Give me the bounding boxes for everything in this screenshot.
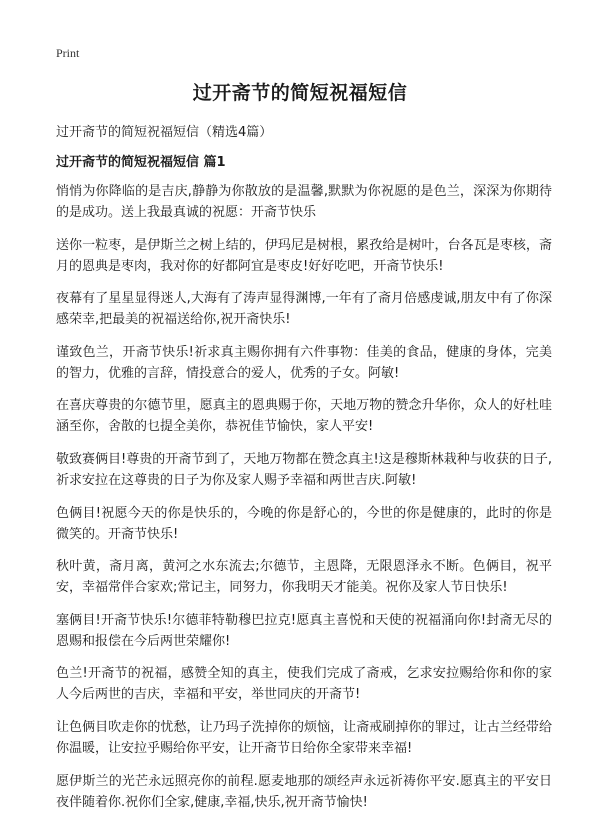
paragraph-4: 谨致色兰，开斋节快乐!祈求真主赐你拥有六件事物：佳美的食品，健康的身体，完美的智力，优雅的言辞，情投意合的爱人，优秀的子女。阿敏! bbox=[56, 344, 552, 381]
paragraph-10: 色兰!开斋节的祝福，感赞全知的真主，使我们完成了斋戒，乞求安拉赐给你和你的家人今后两世的吉庆，幸福和平安，举世同庆的开斋节! bbox=[56, 666, 552, 703]
paragraph-6: 敬致赛俩目!尊贵的开斋节到了，天地万物都在赞念真主!这是穆斯林栽种与收获的日子,祈求安拉在这尊贵的日子为你及家人赐予幸福和两世吉庆.阿敏! bbox=[56, 451, 552, 488]
paragraph-12: 愿伊斯兰的光芒永远照亮你的前程.愿麦地那的颂经声永远祈祷你平安.愿真主的平安日夜伴随着你.祝你们全家,健康,幸福,快乐,祝开斋节愉快! bbox=[56, 773, 552, 810]
print-link[interactable]: Print bbox=[56, 46, 80, 60]
paragraph-5: 在喜庆尊贵的尔德节里，愿真主的恩典赐于你，天地万物的赞念升华你，众人的好杜哇涵至你，舍散的乜提全美你，恭祝佳节愉快，家人平安! bbox=[56, 398, 552, 435]
article-body bbox=[56, 181, 552, 824]
section-heading: 过开斋节的简短祝福短信 篇1 bbox=[56, 155, 226, 170]
paragraph-11: 让色俩目吹走你的忧愁，让乃玛子洗掉你的烦恼，让斋戒刷掉你的罪过，让古兰经带给你温暖，让安拉乎赐给你平安，让开斋节日给你全家带来幸福! bbox=[56, 719, 552, 756]
document-subtitle: 过开斋节的简短祝福短信（精选4篇） bbox=[56, 125, 273, 140]
paragraph-8: 秋叶黄，斋月离，黄河之水东流去;尔德节，主恩降，无限恩泽永不断。色俩目，祝平安，幸福常伴合家欢;常记主，同努力，你我明天才能美。祝你及家人节日快乐! bbox=[56, 559, 552, 596]
paragraph-1: 悄悄为你降临的是吉庆,静静为你散放的是温馨,默默为你祝愿的是色兰，深深为你期待的是成功。送上我最真诚的祝愿：开斋节快乐 bbox=[56, 184, 552, 220]
paragraph-2: 送你一粒枣，是伊斯兰之树上结的，伊玛尼是树根，累孜给是树叶，台各瓦是枣核，斋月的恩典是枣肉，我对你的好都阿宜是枣皮!好好吃吧，开斋节快乐! bbox=[56, 237, 552, 274]
paragraph-3: 夜幕有了星星显得迷人,大海有了涛声显得渊博,一年有了斋月倍感虔诚,朋友中有了你深感荣幸,把最美的祝福送给你,祝开斋快乐! bbox=[56, 291, 552, 328]
page-title: 过开斋节的简短祝福短信 bbox=[192, 82, 408, 104]
paragraph-9: 塞俩目!开斋节快乐!尔德菲特勒穆巴拉克!愿真主喜悦和天使的祝福涌向你!封斋无尽的恩赐和报偿在今后两世荣耀你! bbox=[56, 612, 552, 649]
paragraph-7: 色俩目!祝愿今天的你是快乐的，今晚的你是舒心的，今世的你是健康的，此时的你是微笑的。开斋节快乐! bbox=[56, 505, 552, 542]
